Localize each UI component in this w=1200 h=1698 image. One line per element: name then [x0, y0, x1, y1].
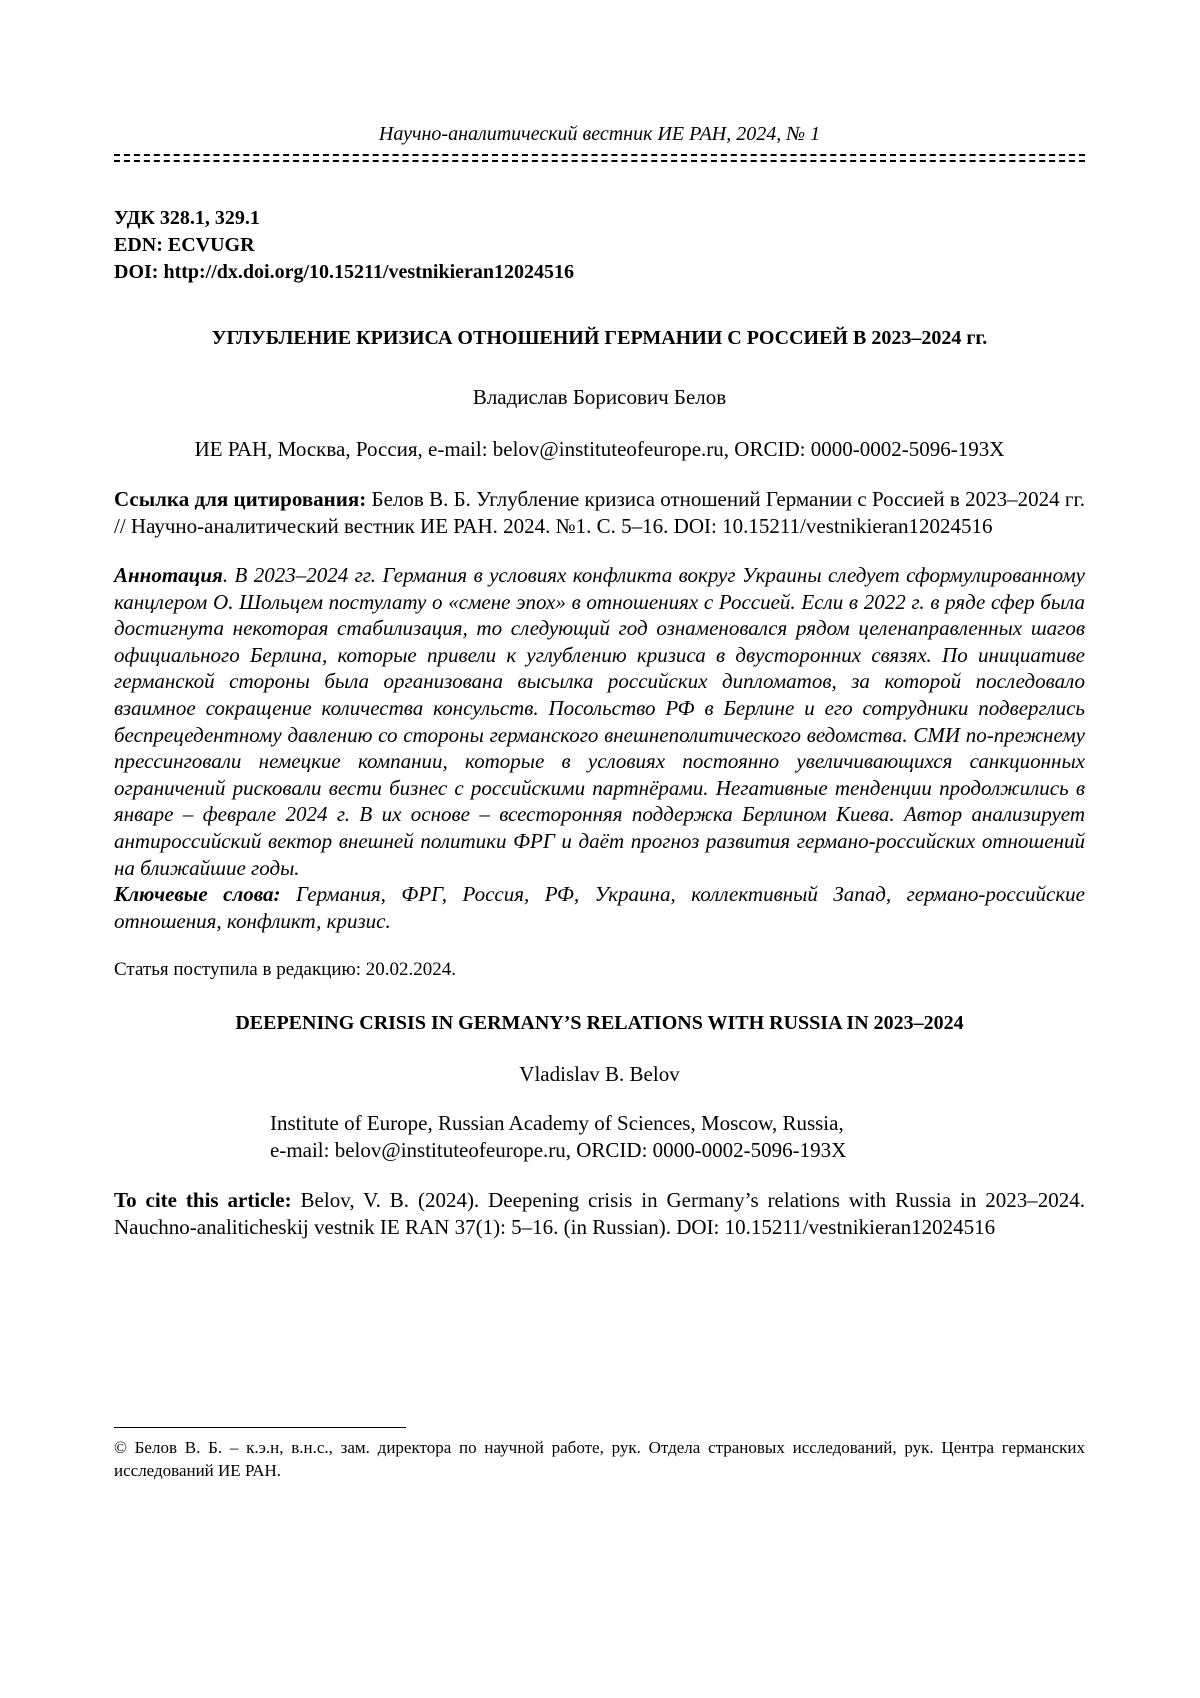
author-name-ru: Владислав Борисович Белов — [472, 385, 727, 409]
page-content — [114, 122, 1085, 1241]
author-affiliation-ru: ИЕ РАН, Москва, Россия, e-mail: belov@instituteofeurope.ru, ORCID: 0000-0002-5096-193X — [194, 437, 1005, 461]
keywords-ru — [114, 881, 1085, 934]
received-date: Статья поступила в редакцию: 20.02.2024. — [114, 959, 457, 981]
abstract-label-ru: Аннотация — [114, 563, 223, 587]
doi-link[interactable]: DOI: http://dx.doi.org/10.15211/vestnikieran12024516 — [114, 261, 575, 283]
article-title-en: DEEPENING CRISIS IN GERMANY’S RELATIONS WITH RUSSIA IN 2023–2024 — [235, 1012, 964, 1035]
running-header: Научно-аналитический вестник ИЕ РАН, 2024, № 1 — [378, 123, 821, 145]
edn-code: EDN: ECVUGR — [114, 234, 255, 256]
author-affiliation-en — [114, 1110, 1085, 1164]
footnote-separator — [114, 1427, 406, 1428]
keywords-text-ru: Германия, ФРГ, Россия, РФ, Украина, коллективный Запад, германо-российские отношения, конфликт, кризис. — [114, 882, 1085, 933]
udk-code: УДК 328.1, 329.1 — [114, 207, 260, 229]
abstract-text-ru: . В 2023–2024 гг. Германия в условиях конфликта вокруг Украины следует сформулированному канцлером О. Шольцем постулату о «смене эпох» в отношениях с Россией. Если в 2022 г. в ряде сфер была достигнута некоторая стабилизация, то следующий год ознаменовался рядом целенаправленных шагов официального Берлина, которые привели к углублению кризиса в двусторонних связях. По инициативе германской стороны была организована высылка российских дипломатов, за которой последовало взаимное сокращение количества консульств. Посольство РФ в Берлине и его сотрудники подверглись беспрецедентному давлению со стороны германского внешнеполитического ведомства. СМИ по-прежнему прессинговали немецкие компании, которые в условиях постоянно увеличивающихся санкционных ограничений рисковали вести бизнес с российскими партнёрами. Негативные тенденции продолжились в январе – феврале 2024 г. В их основе – всесторонняя поддержка Берлином Киева. Автор анализирует антироссийский вектор внешней политики ФРГ и даёт прогноз развития германо-российских отношений на ближайшие годы. — [114, 563, 1085, 880]
abstract-ru — [114, 562, 1085, 881]
citation-label-en: To cite this article: — [114, 1188, 292, 1213]
citation-label-ru: Ссылка для цитирования: — [114, 487, 367, 511]
article-identifiers — [114, 205, 1085, 286]
citation-ru — [114, 486, 1085, 540]
footnote: © Белов В. Б. – к.э.н, в.н.с., зам. директора по научной работе, рук. Отдела страновых исследований, рук. Центра германских исследований ИЕ РАН. — [114, 1438, 1085, 1480]
citation-text-en: Belov, V. B. (2024). Deepening crisis in Germany’s relations with Russia in 2023–2024. Nauchno-analiticheskij vestnik IE RAN 37(1): 5–16. (in Russian). DOI: 10.15211/vestnikieran12024516 — [114, 1188, 1085, 1240]
affiliation-en-line2: e-mail: belov@instituteofeurope.ru, ORCID: 0000-0002-5096-193X — [270, 1138, 847, 1163]
keywords-label-ru: Ключевые слова: — [114, 882, 281, 907]
article-title-ru: УГЛУБЛЕНИЕ КРИЗИСА ОТНОШЕНИЙ ГЕРМАНИИ С РОССИЕЙ В 2023–2024 гг. — [211, 327, 988, 349]
citation-text-ru: Белов В. Б. Углубление кризиса отношений Германии с Россией в 2023–2024 гг. // Научно-аналитический вестник ИЕ РАН. 2024. №1. С. 5–16. DOI: 10.15211/vestnikieran12024516 — [114, 487, 1085, 538]
citation-en — [114, 1187, 1085, 1241]
header-double-rule — [114, 154, 1085, 162]
author-name-en: Vladislav B. Belov — [519, 1062, 680, 1087]
affiliation-en-line1: Institute of Europe, Russian Academy of Sciences, Moscow, Russia, — [270, 1111, 844, 1136]
